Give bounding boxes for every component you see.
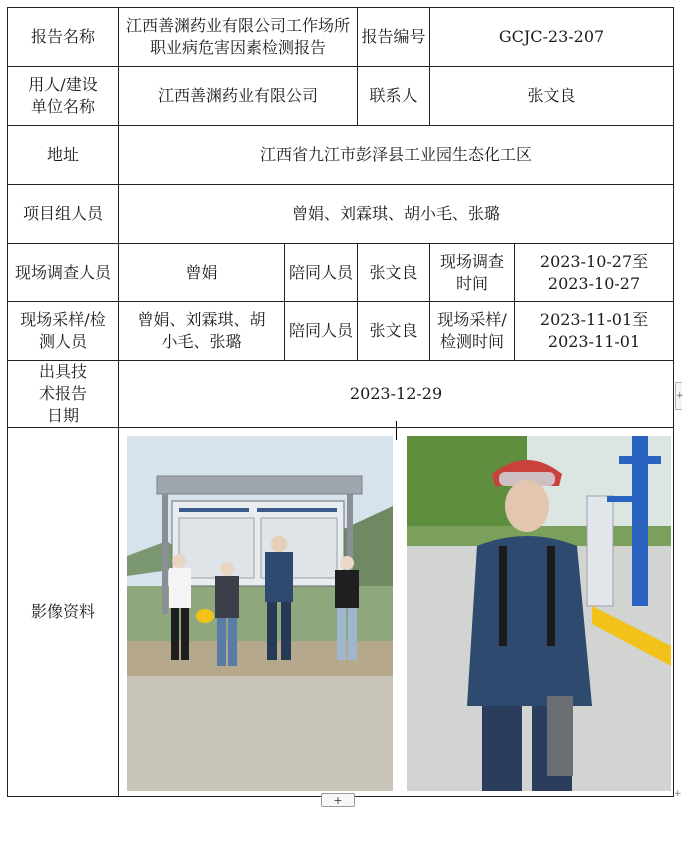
survey-time-value[interactable] bbox=[515, 244, 674, 302]
survey-accompany-value[interactable]: 张文良 bbox=[358, 244, 430, 302]
worker-photo-illustration bbox=[407, 436, 671, 791]
issue-date-label: 出具技术报告日期 bbox=[8, 361, 119, 428]
sampling-time-start: 2023-11-01至 bbox=[539, 310, 649, 329]
sampling-time-value[interactable] bbox=[515, 302, 674, 361]
sampling-accompany-label: 陪同人员 bbox=[285, 302, 358, 361]
survey-staff-label: 现场调查人员 bbox=[8, 244, 119, 302]
survey-time-label: 现场调查时间 bbox=[430, 244, 515, 302]
survey-time-end: 2023-10-27 bbox=[547, 273, 641, 293]
report-number-label: 报告编号 bbox=[358, 8, 430, 67]
issue-date-value[interactable]: 2023-12-29 bbox=[119, 361, 674, 428]
sampling-time-label: 现场采样/检测时间 bbox=[430, 302, 515, 361]
survey-time-start: 2023-10-27至 bbox=[539, 251, 649, 271]
report-name-label: 报告名称 bbox=[8, 8, 119, 67]
images-cell bbox=[119, 428, 674, 797]
address-value[interactable]: 江西省九江市彭泽县工业园生态化工区 bbox=[119, 126, 674, 185]
survey-staff-value[interactable]: 曾娟 bbox=[119, 244, 285, 302]
sampling-staff-label: 现场采样/检测人员 bbox=[8, 302, 119, 361]
site-sampling-worker-photo[interactable] bbox=[407, 436, 671, 791]
unit-name-label: 用人/建设单位名称 bbox=[8, 67, 119, 126]
report-number-value[interactable]: GCJC-23-207 bbox=[430, 8, 674, 67]
address-label: 地址 bbox=[8, 126, 119, 185]
add-column-handle[interactable]: + bbox=[675, 382, 682, 410]
report-name-value[interactable]: 江西善渊药业有限公司工作场所职业病危害因素检测报告 bbox=[119, 8, 358, 67]
sampling-staff-value[interactable]: 曾娟、刘霖琪、胡小毛、张璐 bbox=[119, 302, 285, 361]
contact-label: 联系人 bbox=[358, 67, 430, 126]
project-team-value[interactable]: 曾娟、刘霖琪、胡小毛、张璐 bbox=[119, 185, 674, 244]
site-survey-group-photo[interactable] bbox=[127, 436, 393, 791]
sampling-accompany-value[interactable]: 张文良 bbox=[358, 302, 430, 361]
add-row-button[interactable]: + bbox=[321, 793, 355, 807]
report-info-table bbox=[7, 7, 674, 797]
images-label: 影像资料 bbox=[8, 428, 119, 797]
project-team-label: 项目组人员 bbox=[8, 185, 119, 244]
sampling-time-end: 2023-11-01 bbox=[547, 332, 641, 351]
survey-accompany-label: 陪同人员 bbox=[285, 244, 358, 302]
unit-name-value[interactable]: 江西善渊药业有限公司 bbox=[119, 67, 358, 126]
group-photo-illustration bbox=[127, 436, 393, 791]
contact-value[interactable]: 张文良 bbox=[430, 67, 674, 126]
table-resize-handle[interactable]: + bbox=[674, 789, 682, 799]
text-cursor bbox=[396, 421, 397, 440]
